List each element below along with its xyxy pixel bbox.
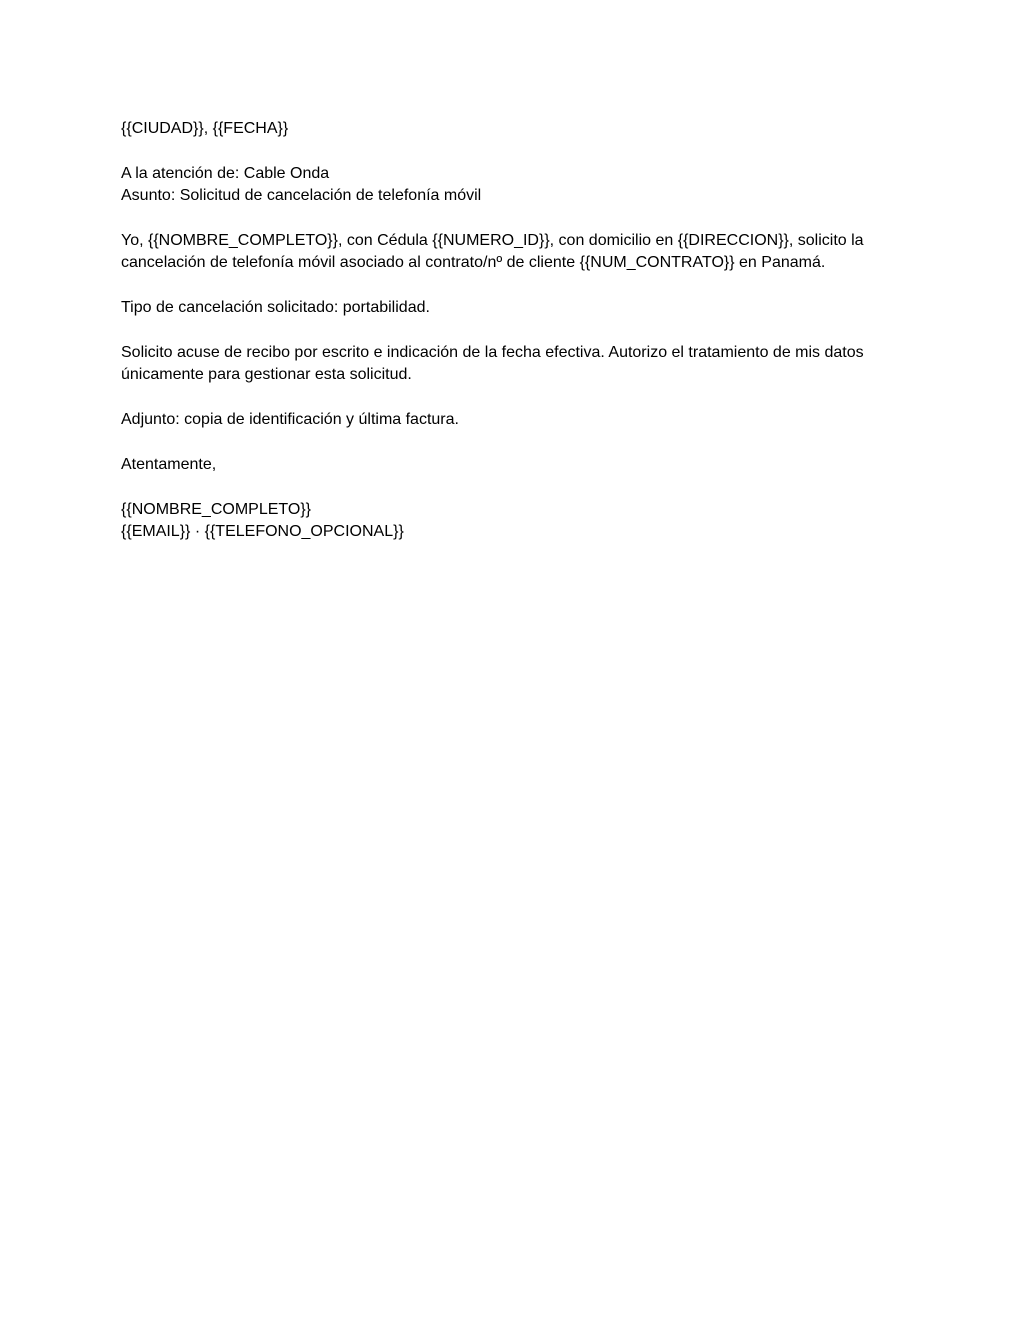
letter-body — [121, 118, 911, 543]
recipient-block — [121, 163, 911, 207]
dateline — [121, 118, 911, 140]
acknowledgment-line-2: únicamente para gestionar esta solicitud. — [121, 366, 412, 383]
attachment-paragraph — [121, 409, 911, 431]
cancellation-type-text: Tipo de cancelación solicitado: portabilidad. — [121, 299, 430, 316]
intro-paragraph-line-2: cancelación de telefonía móvil asociado al contrato/nº de cliente {{NUM_CONTRATO}} en Panamá. — [121, 254, 826, 271]
intro-paragraph-line-1: Yo, {{NOMBRE_COMPLETO}}, con Cédula {{NUMERO_ID}}, con domicilio en {{DIRECCION}}, solicito la — [121, 232, 864, 249]
closing-paragraph — [121, 454, 911, 476]
intro-paragraph — [121, 230, 911, 274]
signature-name-text: {{NOMBRE_COMPLETO}} — [121, 501, 311, 518]
signature-block — [121, 499, 911, 543]
dateline-text: {{CIUDAD}}, {{FECHA}} — [121, 120, 289, 137]
closing-text: Atentamente, — [121, 456, 217, 473]
attachment-text: Adjunto: copia de identificación y última factura. — [121, 411, 459, 428]
recipient-subject-text: Asunto: Solicitud de cancelación de telefonía móvil — [121, 187, 482, 204]
cancellation-type-paragraph — [121, 297, 911, 319]
acknowledgment-line-1: Solicito acuse de recibo por escrito e indicación de la fecha efectiva. Autorizo el tratamiento de mis datos — [121, 344, 864, 361]
signature-contact-text: {{EMAIL}} · {{TELEFONO_OPCIONAL}} — [121, 523, 404, 540]
recipient-attention-text: A la atención de: Cable Onda — [121, 165, 330, 182]
acknowledgment-paragraph — [121, 342, 911, 386]
